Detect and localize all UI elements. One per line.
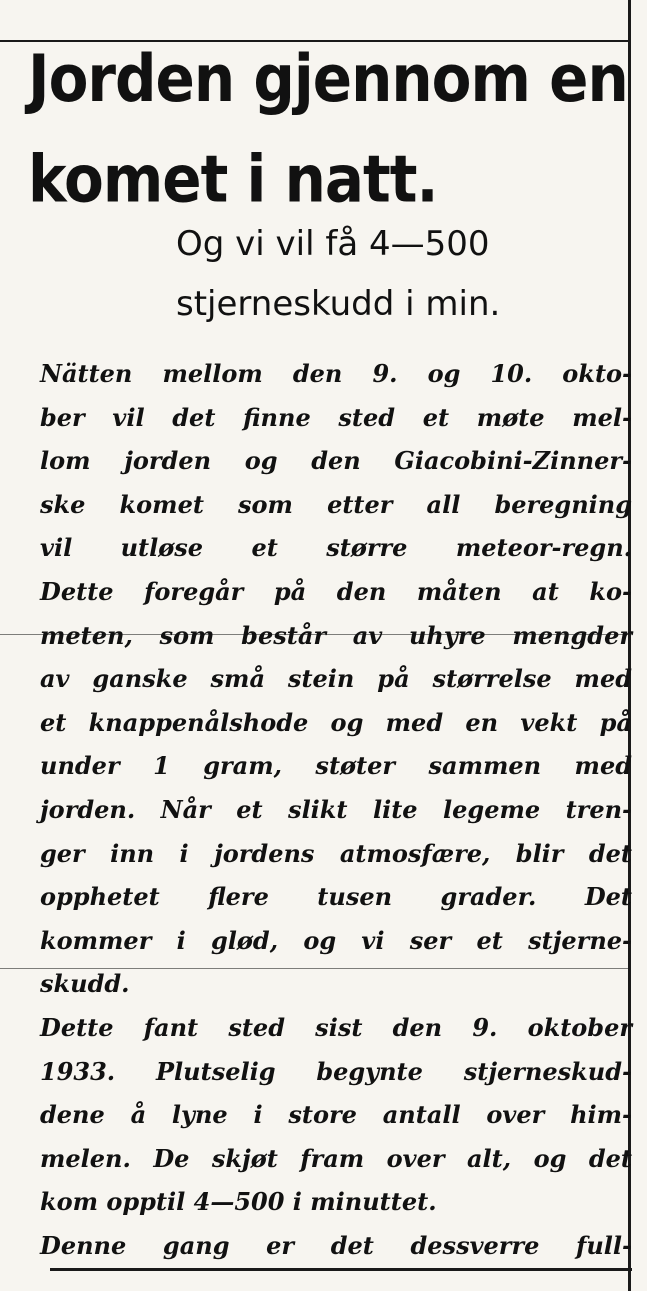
- body-line: vil utløse et større meteor-regn.: [40, 533, 632, 563]
- body-line: skudd.: [40, 969, 130, 999]
- body-line: Denne gang er det dessverre full-: [40, 1230, 632, 1260]
- body-line: Dette foregår på den måten at ko-: [40, 576, 632, 606]
- subheadline: [176, 214, 616, 334]
- paragraph-3: [40, 1224, 632, 1268]
- body-line: av ganske små stein på størrelse med: [40, 664, 632, 694]
- headline-line: komet i natt.: [28, 141, 438, 218]
- body-line: jorden. Når et slikt lite legeme tren-: [40, 794, 632, 824]
- body-line: et knappenålshode og med en vekt på: [40, 707, 632, 737]
- body-line: kommer i glød, og vi ser et stjerne-: [40, 925, 632, 955]
- body-line: 1933. Plutselig begynte stjerneskud-: [40, 1056, 632, 1086]
- body-line: ber vil det finne sted et møte mel-: [40, 402, 632, 432]
- headline-line: Jorden gjennom en: [28, 40, 628, 117]
- body-line: Dette fant sted sist den 9. oktober: [40, 1012, 632, 1042]
- body-line: ske komet som etter all beregning: [40, 489, 632, 519]
- body-line: ger inn i jordens atmosfære, blir det: [40, 838, 632, 868]
- subheadline-line: stjerneskudd i min.: [176, 284, 501, 324]
- body-line: kom opptil 4—500 i minuttet.: [40, 1187, 437, 1217]
- body-line: opphetet flere tusen grader. Det: [40, 882, 632, 912]
- subheadline-line: Og vi vil få 4—500: [176, 224, 490, 264]
- body-line: lom jorden og den Giacobini-Zinner-: [40, 446, 632, 476]
- body-line: melen. De skjøt fram over alt, og det: [40, 1143, 632, 1173]
- paragraph-2: [40, 1006, 632, 1224]
- paragraph-1: [40, 352, 632, 1006]
- body-line: Nätten mellom den 9. og 10. okto-: [40, 359, 632, 388]
- article-body: [40, 352, 632, 1267]
- bottom-rule: [50, 1268, 632, 1271]
- headline: [28, 28, 628, 230]
- body-line: dene å lyne i store antall over him-: [40, 1100, 632, 1130]
- body-line: meten, som består av uhyre mengder: [40, 620, 632, 650]
- body-line: under 1 gram, støter sammen med: [40, 751, 632, 781]
